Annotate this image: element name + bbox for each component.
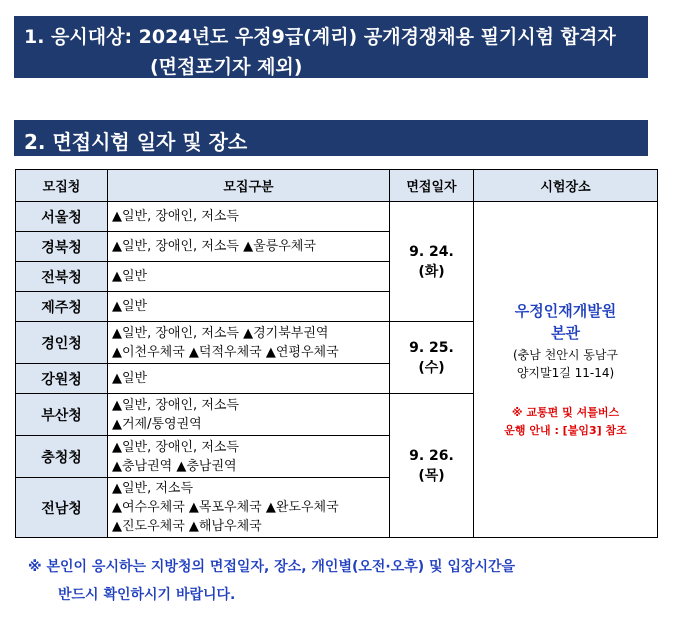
division-cell <box>108 232 390 262</box>
agency-cell: 서울청 <box>16 202 108 232</box>
division-line: ▲일반 <box>112 371 148 386</box>
day-text: (수) <box>418 359 445 376</box>
division-cell <box>108 394 390 436</box>
interview-schedule-table <box>15 169 658 538</box>
division-line: ▲충남권역 ▲충남권역 <box>112 458 237 474</box>
division-cell <box>108 202 390 232</box>
venue-address-line1: (충남 천안시 동남구 <box>512 347 619 362</box>
header-division: 모집구분 <box>108 170 390 202</box>
venue-note-line1: ※ 교통편 및 셔틀버스 <box>511 405 620 419</box>
section2-title: 2. 면접시험 일자 및 장소 <box>24 130 248 154</box>
agency-cell: 충청청 <box>16 436 108 478</box>
division-line: ▲거제/통영권역 <box>112 416 202 432</box>
division-line: ▲진도우체국 ▲해남우체국 <box>112 519 262 534</box>
header-agency: 모집청 <box>16 170 108 202</box>
division-cell <box>108 364 390 394</box>
date-cell-3 <box>390 394 474 538</box>
division-line: ▲일반 <box>112 299 148 314</box>
venue-note-line2: 운행 안내 : [붙임3] 참조 <box>504 423 627 437</box>
division-line: ▲일반, 장애인, 저소득 ▲울릉우체국 <box>112 239 316 254</box>
date-cell-2 <box>390 322 474 394</box>
division-line: ▲일반, 장애인, 저소득 <box>112 397 239 413</box>
agency-cell: 경북청 <box>16 232 108 262</box>
division-line: ▲일반, 저소득 <box>112 481 194 496</box>
day-text: (화) <box>418 263 445 280</box>
day-text: (목) <box>418 467 445 484</box>
header-date: 면접일자 <box>390 170 474 202</box>
agency-cell: 부산청 <box>16 394 108 436</box>
section1-banner <box>14 16 648 78</box>
division-line: ▲여수우체국 ▲목포우체국 ▲완도우체국 <box>112 500 339 515</box>
division-line: ▲일반, 장애인, 저소득 ▲경기북부권역 <box>112 325 329 341</box>
division-cell <box>108 292 390 322</box>
date-text: 9. 24. <box>409 243 454 260</box>
agency-cell: 강원청 <box>16 364 108 394</box>
section1-title-line1: 1. 응시대상: 2024년도 우정9급(계리) 공개경쟁채용 필기시험 합격자 <box>24 26 616 48</box>
division-line: ▲일반, 장애인, 저소득 <box>112 209 239 224</box>
division-cell <box>108 436 390 478</box>
table-row <box>16 202 658 232</box>
division-line: ▲일반 <box>112 269 148 284</box>
section2-banner <box>14 120 648 156</box>
division-cell <box>108 322 390 364</box>
section1-title-line2: (면접포기자 제외) <box>150 56 303 78</box>
date-cell-1 <box>390 202 474 322</box>
venue-name-line1: 우정인재개발원 <box>514 301 617 320</box>
division-line: ▲일반, 장애인, 저소득 <box>112 439 239 455</box>
venue-address-line2: 양지말1길 11-14) <box>516 365 615 380</box>
footnote-line1: ※ 본인이 응시하는 지방청의 면접일자, 장소, 개인별(오전·오후) 및 입장시간을 <box>28 559 516 575</box>
footnote-line2: 반드시 확인하시기 바랍니다. <box>58 587 236 603</box>
venue-transport-note <box>474 404 657 440</box>
header-venue: 시험장소 <box>474 170 658 202</box>
division-cell <box>108 478 390 538</box>
venue-name-line2: 본관 <box>551 323 580 342</box>
venue-address <box>474 346 657 382</box>
agency-cell: 전남청 <box>16 478 108 538</box>
date-text: 9. 25. <box>409 339 454 356</box>
agency-cell: 제주청 <box>16 292 108 322</box>
venue-cell <box>474 202 658 538</box>
agency-cell: 경인청 <box>16 322 108 364</box>
agency-cell: 전북청 <box>16 262 108 292</box>
division-cell <box>108 262 390 292</box>
division-line: ▲이천우체국 ▲덕적우체국 ▲연평우체국 <box>112 344 339 360</box>
date-text: 9. 26. <box>409 447 454 464</box>
table-header-row <box>16 170 658 202</box>
